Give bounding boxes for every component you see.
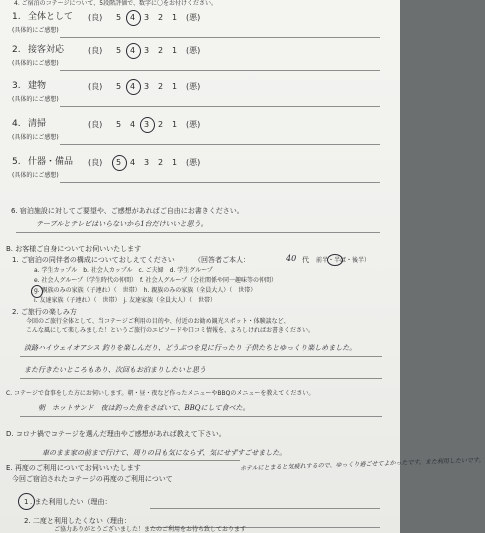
rating-scale-item: 5 <box>116 120 122 129</box>
section-b-title: B. お客様ご自身についてお伺いいたします <box>6 245 142 253</box>
rating-comment-rule <box>60 70 380 71</box>
rating-scale-item: 1 <box>172 46 178 55</box>
rating-comment-rule <box>60 37 380 38</box>
rating-label: 全体として <box>28 12 74 22</box>
rating-scale-item: (悪) <box>186 120 201 129</box>
rating-scale-item: (悪) <box>186 82 201 91</box>
b-age-suffix: 代 <box>302 256 309 264</box>
rating-scale-item: 5 <box>116 158 122 167</box>
rating-scale-item: 5 <box>116 82 122 91</box>
b-q2-rule2 <box>20 378 382 379</box>
rating-circle-mark <box>140 117 155 133</box>
rating-scale-item: 1 <box>172 120 178 129</box>
rating-scale-item: (悪) <box>186 158 201 167</box>
rating-scale-item: 2 <box>158 158 164 167</box>
rating-scale-item: 1 <box>172 82 178 91</box>
rating-scale-item: (良) <box>88 120 103 129</box>
rating-comment-label: (具体的にご感想) <box>12 60 59 67</box>
e-option1-rule <box>150 508 380 509</box>
rating-scale-item: 2 <box>158 120 164 129</box>
rating-scale-item: (良) <box>88 82 103 91</box>
section-e-title: E. 再度のご利用についてお伺いいたします <box>6 464 141 472</box>
rating-scale-item: 5 <box>116 46 122 55</box>
rating-scale-item: 4 <box>130 120 136 129</box>
rating-scale-item: (良) <box>88 158 103 167</box>
rating-circle-mark <box>126 10 141 26</box>
rating-scale-item: (悪) <box>186 46 201 55</box>
d-answer: 車のまま家の前まで行けて、周りの目も気にならず、気にせずすごせました。 <box>42 449 287 457</box>
rating-scale-item: 3 <box>144 82 150 91</box>
q6-label: 6. 宿泊施設に対してご要望や、ご感想があればご自由にお書きください。 <box>11 207 244 215</box>
rating-scale-item: 4 <box>130 13 136 22</box>
section-d-title: D. コロナ禍でコテージを選んだ理由やご感想があれば教えて下さい。 <box>6 430 226 438</box>
b-age-value: 40 <box>286 254 297 263</box>
b-q2-answer2: また行きたいところもあり、次回もお泊まりしたいと思う <box>24 366 206 374</box>
rating-label: 建物 <box>28 81 47 91</box>
q6-rule <box>16 232 380 233</box>
rating-scale-item: 3 <box>144 120 150 129</box>
rating-comment-rule <box>60 106 380 107</box>
b-q1: 1. ご宿泊の同伴者の構成についておしえてください <box>12 256 175 264</box>
rating-scale-item: 4 <box>130 82 136 91</box>
c-rule <box>20 416 382 417</box>
rating-scale-item: (良) <box>88 46 103 55</box>
rating-circle-mark <box>112 155 127 171</box>
rating-scale-item: 4 <box>130 158 136 167</box>
rating-circle-mark <box>126 79 141 95</box>
rating-scale-item: 1 <box>172 13 178 22</box>
rating-label: 什器・備品 <box>28 157 74 167</box>
rating-number: 1. <box>12 12 21 22</box>
section-c-title: C. コテージで食事をした方にお伺いします。朝・昼・夜など作ったメニューやBBQのメニューを教えてください。 <box>6 390 315 397</box>
rating-scale-item: 2 <box>158 82 164 91</box>
b-q2-desc2: こんな風にして楽しみました！というご旅行のエピソードや口コミ情報を、よろしければお書きください。 <box>26 327 315 334</box>
e-option2: 2. 二度と利用したくない（理由： <box>24 517 131 525</box>
rating-number: 3. <box>12 81 21 91</box>
b-half-circle <box>327 254 343 266</box>
c-answer: 朝 ホットサンド 夜は釣った魚をさばいて、BBQにして食べた。 <box>38 404 250 412</box>
b-age-prefix: （回答者ご本人： <box>194 256 250 264</box>
b-q2-rule1 <box>20 356 382 357</box>
b-options-row2: e. 社会人グループ（学生時代の仲間） f. 社会人グループ（会社関係や同一趣味等の仲間） <box>34 277 278 284</box>
rating-scale-item: 1 <box>172 158 178 167</box>
rating-scale-item: 5 <box>116 13 122 22</box>
rating-scale-item: 3 <box>144 158 150 167</box>
rating-comment-rule <box>60 182 380 183</box>
b-options-row4: i. 友達家族（子連れ）（ 世帯） j. 友達家族（全員大人）（ 世帯） <box>34 297 216 304</box>
b-options-row3: g. 親族のみの家族（子連れ）（ 世帯） h. 親族のみの家族（全員大人）（ 世帯） <box>34 287 257 294</box>
rating-scale-item: (良) <box>88 13 103 22</box>
rating-comment-label: (具体的にご感想) <box>12 134 59 141</box>
rating-number: 2. <box>12 45 21 55</box>
rating-label: 清掃 <box>28 119 47 129</box>
e-option1-num: 1 <box>24 498 29 506</box>
rating-comment-rule <box>60 144 380 145</box>
rating-number: 4. <box>12 119 21 129</box>
e-option1: . また利用したい（理由： <box>30 498 112 506</box>
d-side-note: ホテルにとまると気疲れするので、ゆっくり過ごせてよかったです。また利用したいです。 <box>239 456 485 473</box>
q6-answer: テーブルとテレビはいらないから1台だけいいと思う。 <box>36 220 208 228</box>
b-options-row1: a. 学生カップル b. 社会人カップル c. ご夫婦 d. 学生グループ <box>34 267 213 274</box>
b-q2: 2. ご旅行の楽しみ方 <box>12 308 77 316</box>
b-q2-desc1: 今回のご旅行全体として、当コテージご利用の目的や、付近のお勧め観光スポット・体験談など、 <box>26 318 290 325</box>
rating-comment-label: (具体的にご感想) <box>12 27 59 34</box>
rating-number: 5. <box>12 157 21 167</box>
rating-scale-item: (悪) <box>186 13 201 22</box>
d-rule <box>20 460 240 461</box>
rating-scale-item: 2 <box>158 46 164 55</box>
b-q2-answer1: 淡路ハイウェイオアシス 釣りを楽しんだり、どうぶつを見に行ったり 子供たちとゆっくり楽しめました。 <box>24 344 357 352</box>
rating-scale-item: 3 <box>144 46 150 55</box>
rating-circle-mark <box>126 43 141 59</box>
e-footer: ご協力ありがとうございました！またのご利用をお待ち致しております <box>54 526 247 533</box>
rating-scale-item: 4 <box>130 46 136 55</box>
rating-comment-label: (具体的にご感想) <box>12 172 59 179</box>
rating-scale-item: 2 <box>158 13 164 22</box>
e-question: 今回ご宿泊されたコテージの再度のご利用について <box>12 475 173 483</box>
b-half-options: 前半・半ば・後半） <box>316 257 371 264</box>
rating-label: 接客対応 <box>28 45 65 55</box>
header-line: 4. ご宿泊のコテージについて、5段階評価で、数字に〇をお付けください。 <box>14 0 217 7</box>
rating-scale-item: 3 <box>144 13 150 22</box>
rating-comment-label: (具体的にご感想) <box>12 96 59 103</box>
